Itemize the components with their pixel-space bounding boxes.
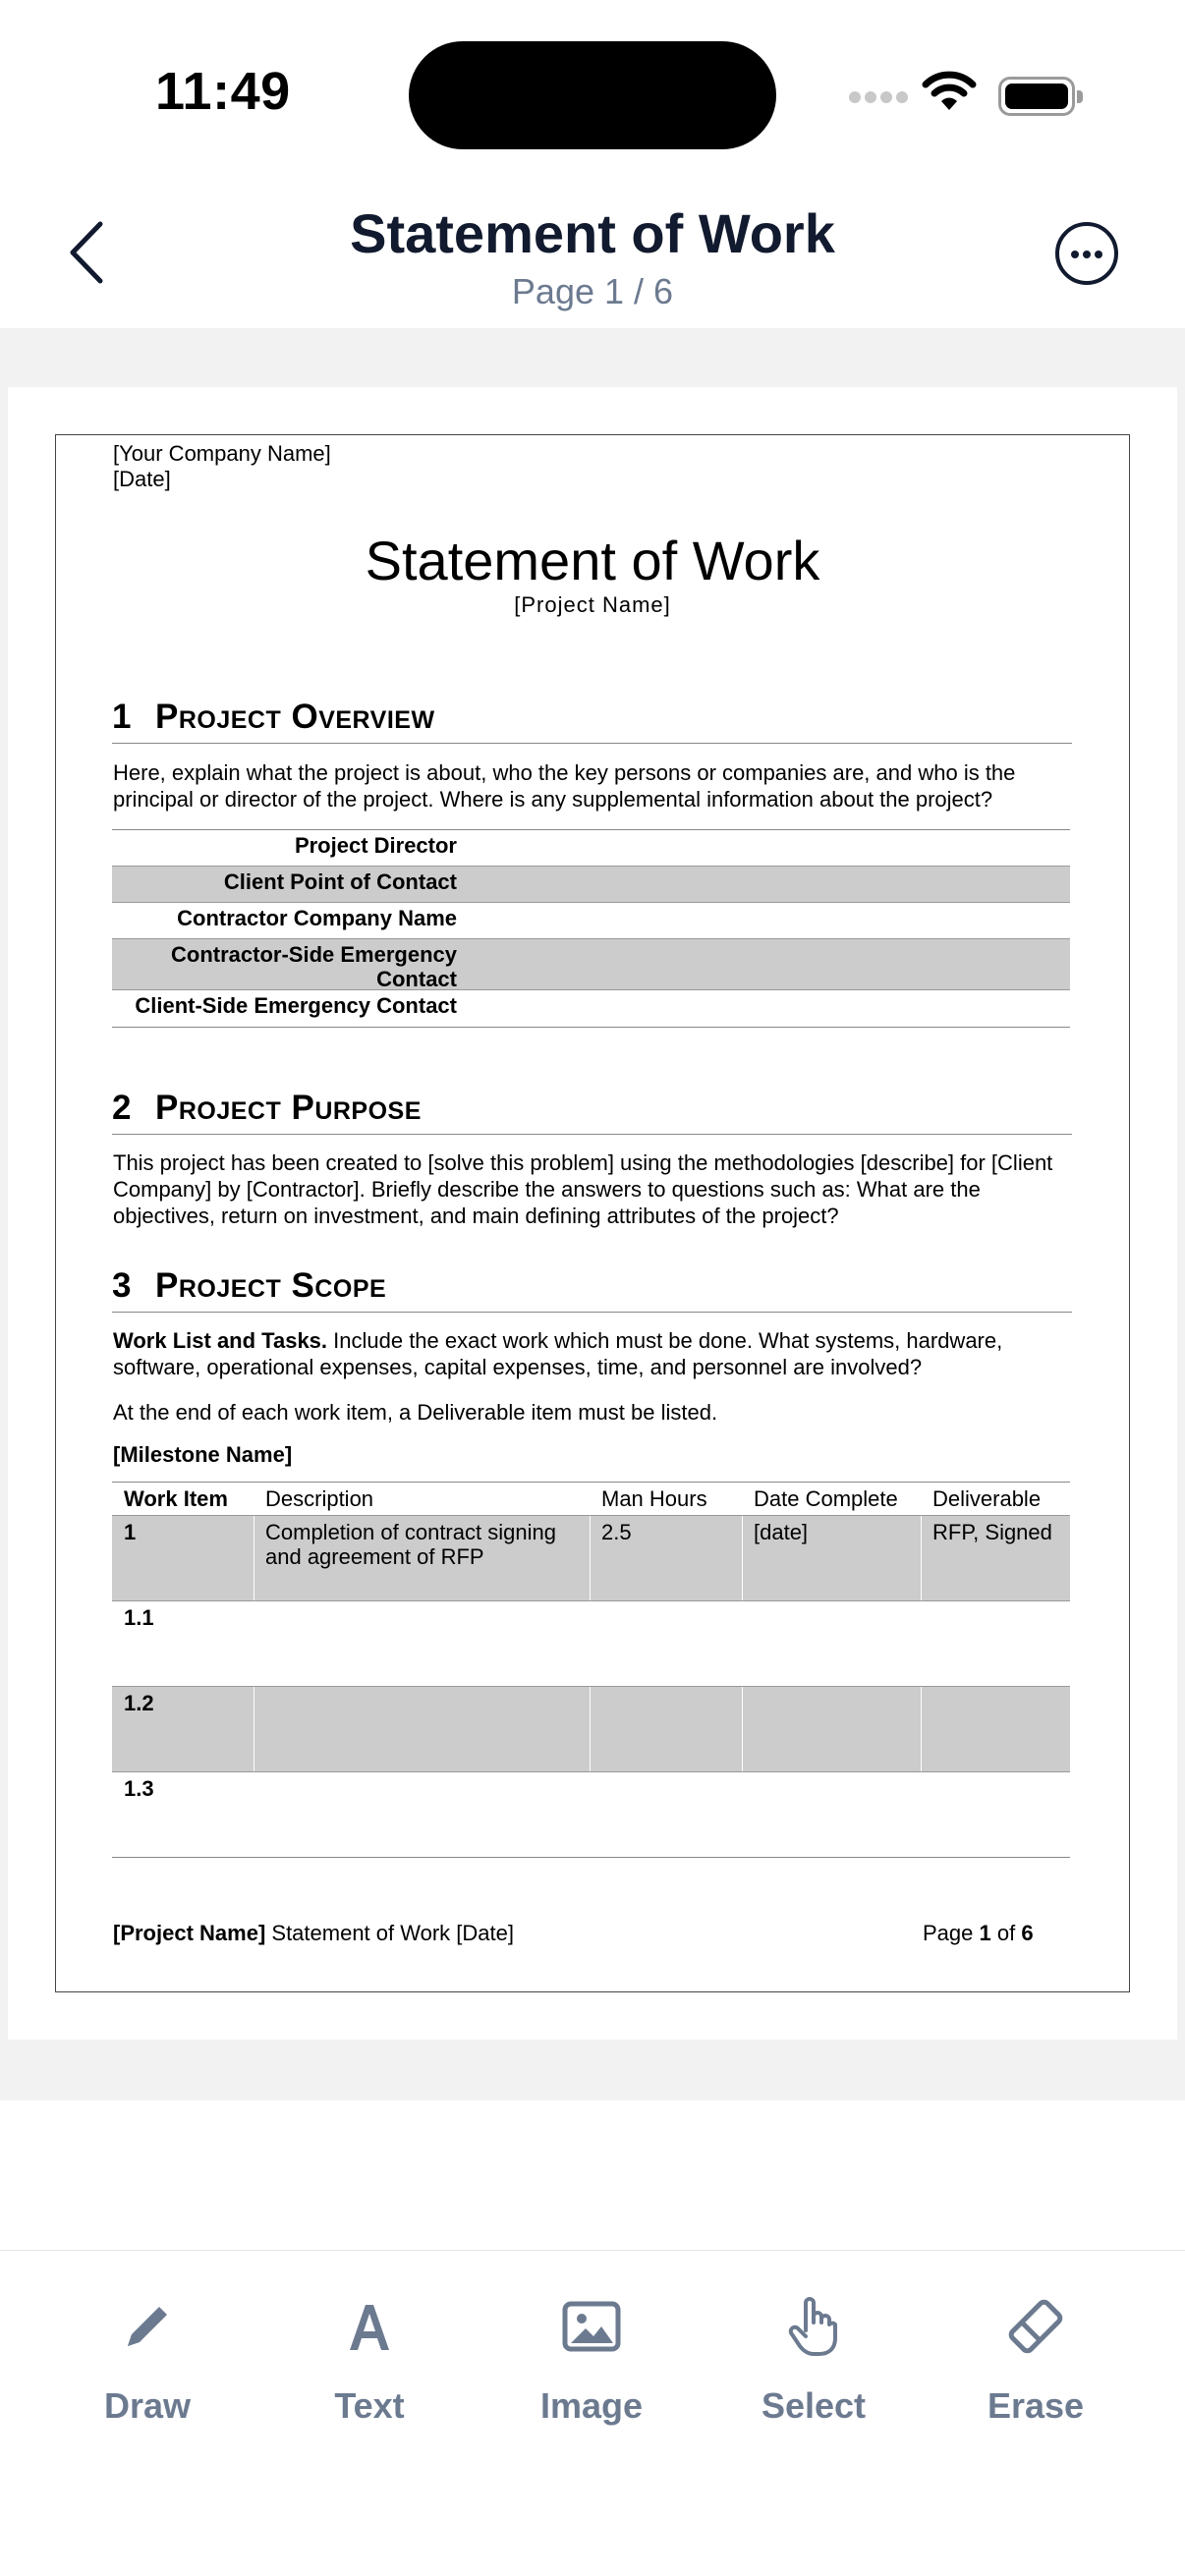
section-heading-overview: 1 Project Overview (112, 698, 1072, 744)
deliverable-note: At the end of each work item, a Deliverable item must be listed. (113, 1400, 718, 1425)
table-row: 1.1 (112, 1600, 1070, 1686)
battery-icon (998, 77, 1075, 116)
status-time: 11:49 (155, 62, 291, 121)
page-indicator: Page 1 / 6 (511, 271, 674, 311)
purpose-paragraph: This project has been created to [solve this problem] using the methodologies [describe] for [Client Company] by [Contractor]. Briefly describe the answers to questions such as: What are the objectives, return on investment, and main defining attributes of the project? (113, 1150, 1053, 1228)
contact-row: Project Director (112, 830, 1070, 867)
document-title: Statement of Work (350, 202, 835, 264)
table-row: 1.2 (112, 1686, 1070, 1771)
table-row: 1 Completion of contract signing and agreement of RFP 2.5 [date] RFP, Signed (112, 1515, 1070, 1600)
page-footer-left: [Project Name] Statement of Work [Date] (113, 1921, 514, 1945)
section-heading-purpose: 2 Project Purpose (112, 1089, 1072, 1135)
company-placeholder: [Your Company Name] (113, 441, 331, 466)
eraser-icon (937, 2289, 1134, 2364)
draw-tool-button[interactable]: Draw (49, 2289, 246, 2427)
dynamic-island (409, 41, 776, 149)
wifi-icon (922, 71, 977, 117)
pencil-icon (49, 2289, 246, 2364)
work-items-table (112, 1482, 1070, 1858)
milestone-name: [Milestone Name] (113, 1442, 293, 1467)
overview-paragraph: Here, explain what the project is about, who the key persons or companies are, and who is the principal or director of the project. Where is any supplemental information about the project? (113, 760, 1016, 812)
contacts-table (112, 829, 1070, 1028)
text-tool-button[interactable]: Text (271, 2289, 468, 2427)
section-heading-scope: 3 Project Scope (112, 1266, 1072, 1313)
image-icon (493, 2289, 690, 2364)
scope-paragraph: Work List and Tasks. Include the exact work which must be done. What systems, hardware, software, operational expenses, capital expenses, time, and personnel are involved? (113, 1328, 1003, 1379)
contact-row: Client Point of Contact (112, 867, 1070, 903)
select-tool-button[interactable]: Select (715, 2289, 912, 2427)
page-footer-right: Page 1 of 6 (923, 1921, 1034, 1945)
table-header-row: Work Item Description Man Hours Date Complete Deliverable (124, 1486, 1042, 1511)
text-icon (271, 2289, 468, 2364)
image-tool-button[interactable]: Image (493, 2289, 690, 2427)
hand-pointer-icon (715, 2289, 912, 2364)
doc-main-title: Statement of Work (365, 530, 820, 591)
more-options-button[interactable] (1055, 222, 1118, 285)
doc-project-name: [Project Name] (514, 592, 671, 617)
table-row: 1.3 (112, 1771, 1070, 1857)
cellular-signal-icon (849, 90, 912, 108)
erase-tool-button[interactable]: Erase (937, 2289, 1134, 2427)
contact-row: Client-Side Emergency Contact (135, 993, 457, 1018)
contact-row: Contractor Company Name (112, 903, 1070, 939)
contact-row: Contractor-Side Emergency Contact (112, 939, 1070, 990)
toolbar-divider (0, 2250, 1185, 2251)
date-placeholder: [Date] (113, 467, 171, 491)
